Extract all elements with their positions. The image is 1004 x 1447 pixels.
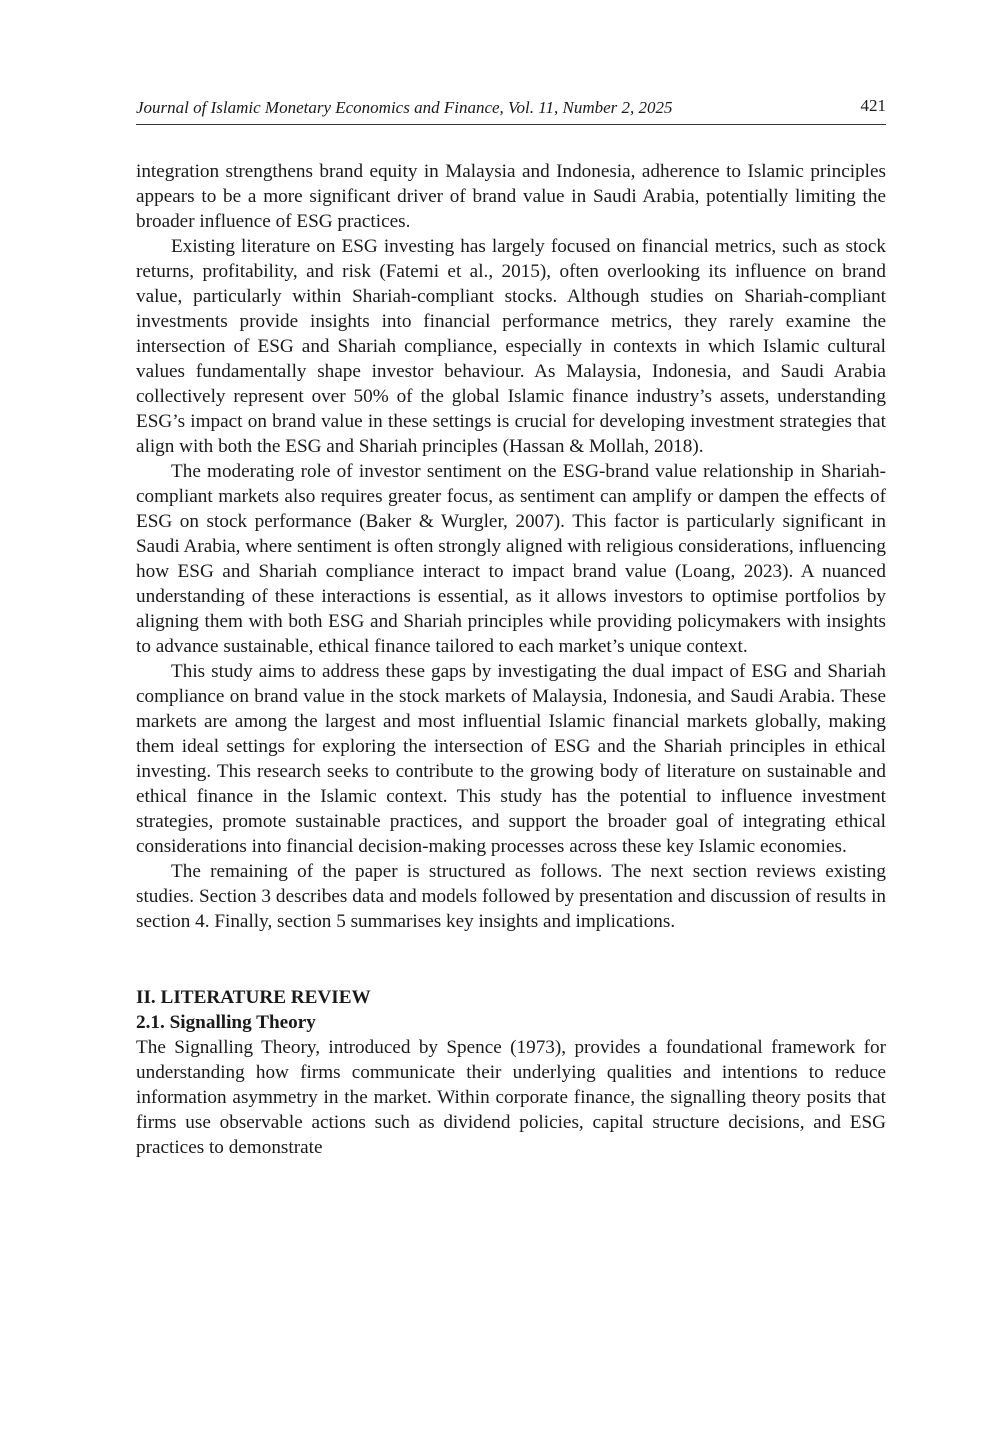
body-text: [136, 159, 886, 1160]
paragraph-signalling-theory: The Signalling Theory, introduced by Spence (1973), provides a foundational framework for understanding how firms communicate their underlying qualities and intentions to reduce information asymmetry in the market. Within corporate finance, the signalling theory posits that firms use observable actions such as dividend policies, capital structure decisions, and ESG practices to demonstrate: [136, 1037, 886, 1158]
page-number: 421: [860, 96, 886, 115]
paragraph-continued: integration strengthens brand equity in Malaysia and Indonesia, adherence to Islamic principles appears to be a more significant driver of brand value in Saudi Arabia, potentially limiting the broader influence of ESG practices.: [136, 161, 886, 232]
journal-title: Journal of Islamic Monetary Economics and Finance, Vol. 11, Number 2, 2025: [136, 98, 673, 117]
paragraph-investor-sentiment: The moderating role of investor sentiment on the ESG-brand value relationship in Shariah-compliant markets also requires greater focus, as sentiment can amplify or dampen the effects of ESG on stock performance (Baker & Wurgler, 2007). This factor is particularly significant in Saudi Arabia, where sentiment is often strongly aligned with religious considerations, influencing how ESG and Shariah compliance interact to impact brand value (Loang, 2023). A nuanced understanding of these interactions is essential, as it allows investors to optimise portfolios by aligning them with both ESG and Shariah principles while providing policymakers with insights to advance sustainable, ethical finance tailored to each market’s unique context.: [136, 461, 886, 657]
paragraph-existing-literature: Existing literature on ESG investing has largely focused on financial metrics, such as stock returns, profitability, and risk (Fatemi et al., 2015), often overlooking its influence on brand value, particularly within Shariah-compliant stocks. Although studies on Shariah-compliant investments provide insights into financial performance metrics, they rarely examine the intersection of ESG and Shariah compliance, especially in contexts in which Islamic cultural values fundamentally shape investor behaviour. As Malaysia, Indonesia, and Saudi Arabia collectively represent over 50% of the global Islamic finance industry’s assets, understanding ESG’s impact on brand value in these settings is crucial for developing investment strategies that align with both the ESG and Shariah principles (Hassan & Mollah, 2018).: [136, 236, 886, 457]
paragraph-study-aims: This study aims to address these gaps by investigating the dual impact of ESG and Shariah compliance on brand value in the stock markets of Malaysia, Indonesia, and Saudi Arabia. These markets are among the largest and most influential Islamic financial markets globally, making them ideal settings for exploring the intersection of ESG and the Shariah principles in ethical investing. This research seeks to contribute to the growing body of literature on sustainable and ethical finance in the Islamic context. This study has the potential to influence investment strategies, promote sustainable practices, and support the broader goal of integrating ethical considerations into financial decision-making processes across these key Islamic economies.: [136, 661, 886, 857]
subsection-heading: 2.1. Signalling Theory: [136, 1012, 316, 1033]
section-heading: II. LITERATURE REVIEW: [136, 987, 371, 1008]
paragraph-structure: The remaining of the paper is structured as follows. The next section reviews existing studies. Section 3 describes data and models followed by presentation and discussion of results in section 4. Finally, section 5 summarises key insights and implications.: [136, 861, 886, 932]
running-header: [136, 94, 886, 125]
